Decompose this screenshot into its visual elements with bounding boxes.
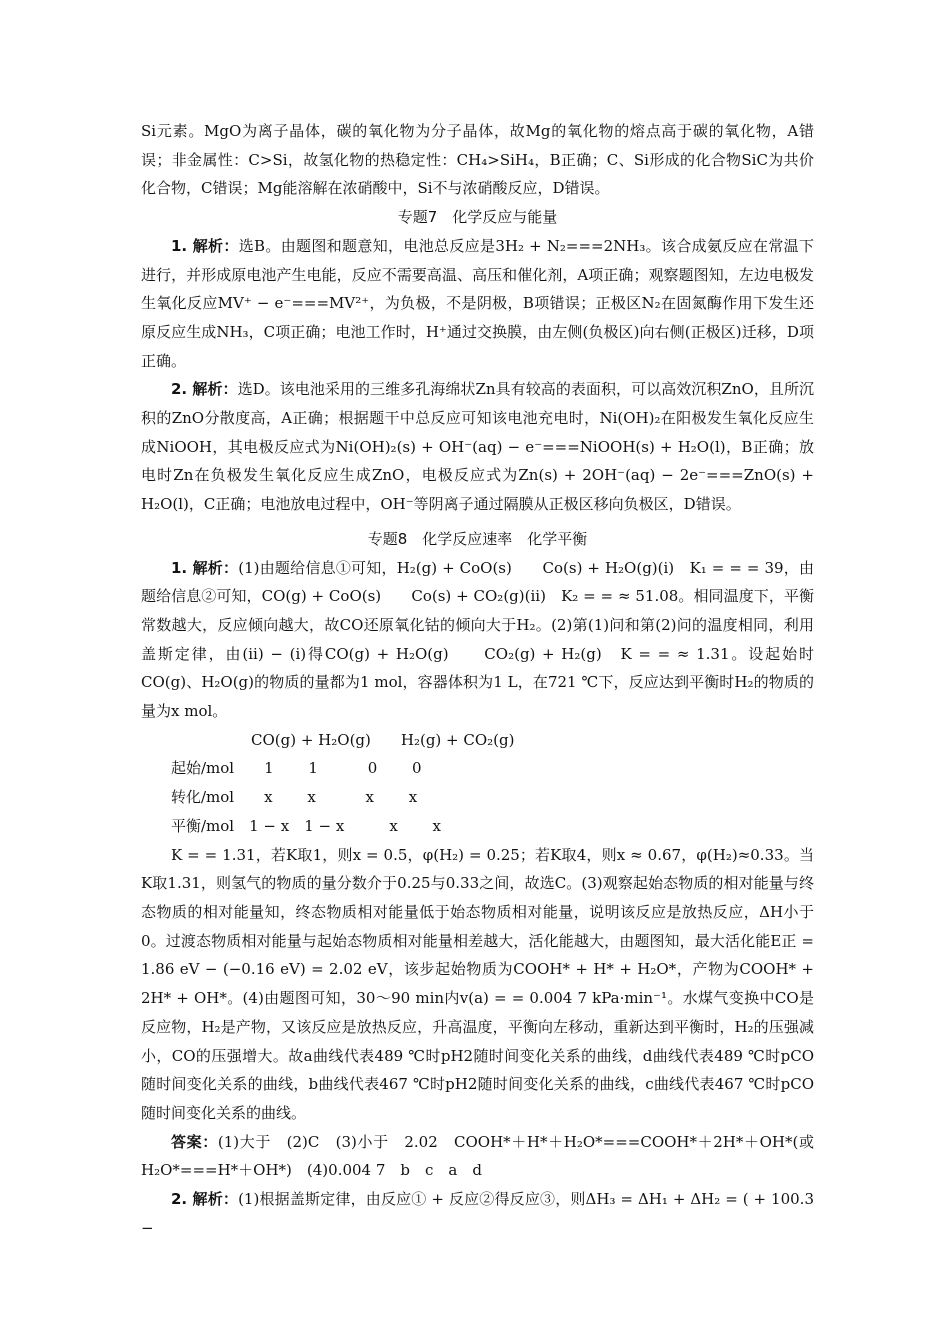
paragraph-si-element: Si元素。MgO为离子晶体，碳的氧化物为分子晶体，故Mg的氧化物的熔点高于碳的氧化物，A错误；非金属性：C>Si，故氢化物的热稳定性：CH₄>SiH₄，B正确；C、Si形成的化合物SiC为共价化合物，C错误；Mg能溶解在浓硝酸中，Si不与浓硝酸反应，D错误。: [141, 122, 814, 198]
paragraph-7-2: [141, 375, 814, 519]
paragraph-8-1: [141, 554, 814, 726]
table-row-initial: 起始/mol 1 1 0 0: [171, 759, 422, 778]
answer-paragraph: [141, 1128, 814, 1185]
table-row-equilibrium: 平衡/mol 1 − x 1 − x x x: [171, 816, 442, 835]
paragraph-7-1: [141, 232, 814, 376]
answer-text: (1)大于 (2)C (3)小于 2.02 COOH*＋H*＋H₂O*===COOH*＋2H*＋OH*(或H₂O*===H*＋OH*) (4)0.004 7 b c a d: [141, 1132, 814, 1180]
analysis-text: (1)根据盖斯定律，由反应① + 反应②得反应③，则ΔH₃ = ΔH₁ + ΔH₂ = ( + 100.3 −: [141, 1190, 814, 1237]
table-header-equation: CO(g) + H₂O(g) H₂(g) + CO₂(g): [251, 730, 515, 749]
paragraph-8-2: [141, 1185, 814, 1242]
section-heading-topic-8: 专题8 化学反应速率 化学平衡: [367, 529, 588, 548]
equilibrium-table: [141, 726, 814, 841]
answer-label: 答案：: [171, 1132, 218, 1151]
analysis-label: 2. 解析：: [171, 1190, 239, 1209]
analysis-text: 选B。由题图和题意知，电池总反应是3H₂ + N₂===2NH₃。该合成氨反应在常温下进行，并形成原电池产生电能，反应不需要高温、高压和催化剂，A项正确；观察题图知，左边电极发生氧化反应MV⁺ − e⁻===MV²⁺，为负极，不是阴极，B项错误；正极区N₂在固氮酶作用下发生还原反应生成NH₃，C项正确；电池工作时，H⁺通过交换膜，由左侧(负极区)向右侧(正极区)迁移，D项正确。: [141, 236, 815, 370]
section-heading-topic-7: 专题7 化学反应与能量: [397, 208, 558, 227]
analysis-label: 2. 解析：: [171, 380, 238, 399]
paragraph-8-1-continued: K = = 1.31，若K取1，则x = 0.5，φ(H₂) = 0.25；若K取4，则x ≈ 0.67，φ(H₂)≈0.33。当K取1.31，则氢气的物质的量分数介于0.25与0.33之间，故选C。(3)观察起始态物质的相对能量与终态物质的相对能量知，终态物质相对能量低于始态物质相对能量，说明该反应是放热反应，ΔH小于0。过渡态物质相对能量与起始态物质相对能量相差越大，活化能越大，由题图知，最大活化能E正 = 1.86 eV − (−0.16 eV) = 2.02 eV，该步起始物质为COOH* + H* + H₂O*，产物为COOH* + 2H* + OH*。(4)由题图可知，30～90 min内v(a) = = 0.004 7 kPa·min⁻¹。水煤气变换中CO是反应物，H₂是产物，又该反应是放热反应，升高温度，平衡向左移动，重新达到平衡时，H₂的压强减小，CO的压强增大。故a曲线代表489 ℃时pH2随时间变化关系的曲线，d曲线代表489 ℃时pCO随时间变化关系的曲线，b曲线代表467 ℃时pH2随时间变化关系的曲线，c曲线代表467 ℃时pCO随时间变化关系的曲线。: [141, 845, 814, 1122]
table-row-change: 转化/mol x x x x: [171, 788, 418, 807]
analysis-label: 1. 解析：: [171, 236, 239, 255]
analysis-label: 1. 解析：: [171, 558, 239, 577]
analysis-text: 选D。该电池采用的三维多孔海绵状Zn具有较高的表面积，可以高效沉积ZnO，且所沉积的ZnO分散度高，A正确；根据题干中总反应可知该电池充电时，Ni(OH)₂在阳极发生氧化反应生成NiOOH，其电极反应式为Ni(OH)₂(s) + OH⁻(aq) − e⁻===NiOOH(s) + H₂O(l)，B正确；放电时Zn在负极发生氧化反应生成ZnO，电极反应式为Zn(s) + 2OH⁻(aq) − 2e⁻===ZnO(s) + H₂O(l)，C正确；电池放电过程中，OH⁻等阴离子通过隔膜从正极区移向负极区，D错误。: [141, 380, 814, 514]
analysis-text: (1)由题给信息①可知，H₂(g) + CoO(s) Co(s) + H₂O(g)(i) K₁ = = = 39，由题给信息②可知，CO(g) + CoO(s) Co(s) + CO₂(g)(ii) K₂ = = ≈ 51.08。相同温度下，平衡常数越大，反应倾向越大，故CO还原氧化钴的倾向大于H₂。(2)第(1)问和第(2)问的温度相同，利用盖斯定律，由(ii) − (i)得CO(g) + H₂O(g) CO₂(g) + H₂(g) K = = ≈ 1.31。设起始时CO(g)、H₂O(g)的物质的量都为1 mol，容器体积为1 L，在721 ℃下，反应达到平衡时H₂的物质的量为x mol。: [141, 558, 815, 721]
